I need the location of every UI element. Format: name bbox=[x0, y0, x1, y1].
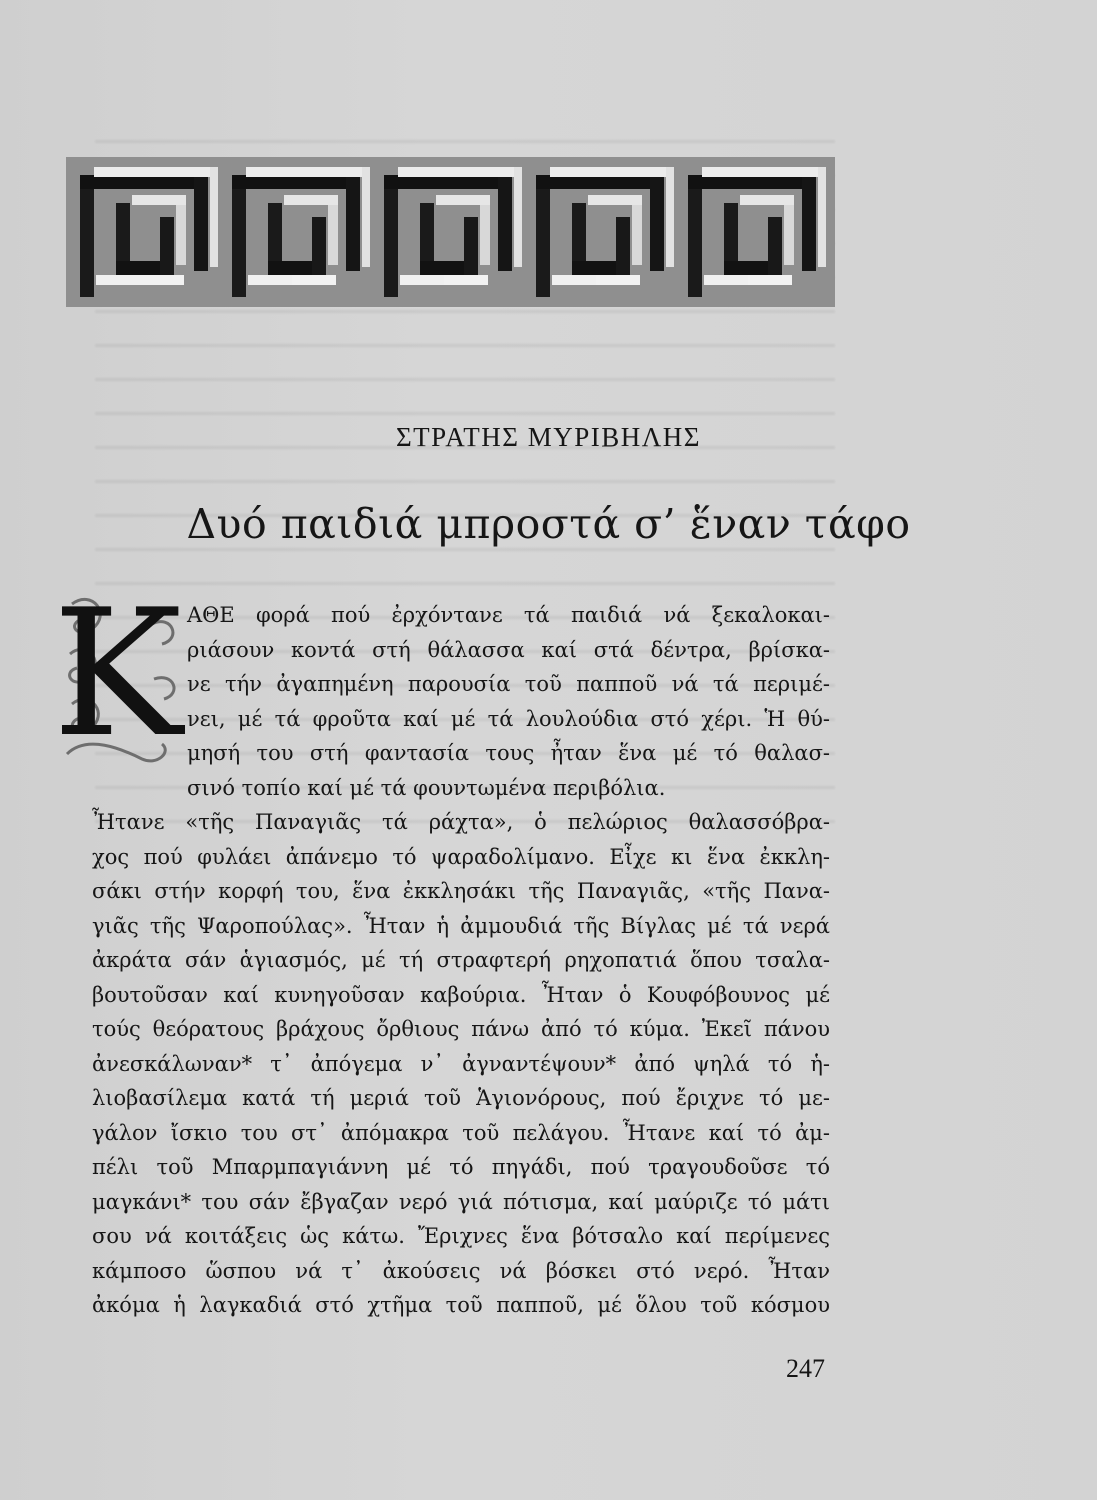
greek-key-ornament bbox=[66, 157, 835, 307]
text-line: Ἦτανε «τῆς Παναγιᾶς τά ράχτα», ὁ πελώριος θαλασσόβρα- bbox=[92, 810, 830, 834]
text-line: πέλι τοῦ Μπαρμπαγιάννη μέ τό πηγάδι, πού τραγουδοῦσε τό bbox=[92, 1155, 830, 1179]
text-line: νει, μέ τά φροῦτα καί μέ τά λουλούδια στό χέρι. Ἡ θύ- bbox=[187, 706, 830, 731]
story-title: Δυό παιδιά μπροστά σ’ ἕναν τάφο bbox=[186, 500, 911, 548]
text-line: λιοβασίλεμα κατά τή μεριά τοῦ Ἁγιονόρους, πού ἔριχνε τό με- bbox=[92, 1086, 830, 1110]
author-name: ΣΤΡΑΤΗΣ ΜΥΡΙΒΗΛΗΣ bbox=[395, 422, 702, 452]
text-line: ἀνεσκάλωναν* τ᾿ ἀπόγεμα ν᾿ ἀγναντέψουν* ἀπό ψηλά τό ἡ- bbox=[92, 1051, 830, 1076]
dropcap-letter: Κ bbox=[62, 584, 183, 769]
text-line: μαγκάνι* του σάν ἔβγαζαν νερό γιά πότισμα, καί μαύριζε τό μάτι bbox=[92, 1189, 830, 1214]
text-line: χος πού φυλάει ἀπάνεμο τό ψαραδολίμανο. Εἶχε κι ἕνα ἐκκλη- bbox=[92, 844, 830, 869]
text-line: ριάσουν κοντά στή θάλασσα καί στά δέντρα, βρίσκα- bbox=[187, 637, 830, 662]
text-line: σινό τοπίο καί μέ τά φουντωμένα περιβόλια. bbox=[187, 775, 666, 800]
paragraph bbox=[92, 598, 830, 805]
text-line: ἀκράτα σάν ἁγιασμός, μέ τή στραφτερή ρηχοπατιά ὅπου τσαλα- bbox=[92, 948, 830, 972]
body-text bbox=[92, 598, 830, 1323]
text-line: μησή του στή φαντασία τους ἦταν ἕνα μέ τό θαλασ- bbox=[187, 741, 830, 765]
text-line: νε τήν ἀγαπημένη παρουσία τοῦ παπποῦ νά τά περιμέ- bbox=[187, 672, 830, 696]
page-number: 247 bbox=[786, 1354, 825, 1383]
text-line: σου νά κοιτάξεις ὡς κάτω. Ἔριχνες ἕνα βότσαλο καί περίμενες bbox=[92, 1224, 830, 1248]
text-line: γιᾶς τῆς Ψαροπούλας». Ἦταν ἡ ἀμμουδιά τῆς Βίγλας μέ τά νερά bbox=[92, 913, 830, 938]
text-line: γάλον ἴσκιο του στ᾿ ἀπόμακρα τοῦ πελάγου. Ἦτανε καί τό ἀμ- bbox=[92, 1120, 830, 1145]
paragraph bbox=[92, 805, 830, 1323]
text-line: ΑΘΕ φορά πού ἐρχόντανε τά παιδιά νά ξεκαλοκαι- bbox=[187, 603, 830, 627]
text-line: τούς θεόρατους βράχους ὄρθιους πάνω ἀπό τό κύμα. Ἐκεῖ πάνου bbox=[92, 1017, 830, 1041]
text-line: βουτοῦσαν καί κυνηγοῦσαν καβούρια. Ἦταν ὁ Κουφόβουνος μέ bbox=[92, 982, 830, 1007]
text-line: κάμποσο ὥσπου νά τ᾿ ἀκούσεις νά βόσκει στό νερό. Ἦταν bbox=[92, 1258, 830, 1283]
text-line: ἀκόμα ἡ λαγκαδιά στό χτῆμα τοῦ παπποῦ, μέ ὅλου τοῦ κόσμου bbox=[92, 1293, 830, 1317]
text-line: σάκι στήν κορφή του, ἕνα ἐκκλησάκι τῆς Παναγιᾶς, «τῆς Πανα- bbox=[92, 879, 830, 903]
